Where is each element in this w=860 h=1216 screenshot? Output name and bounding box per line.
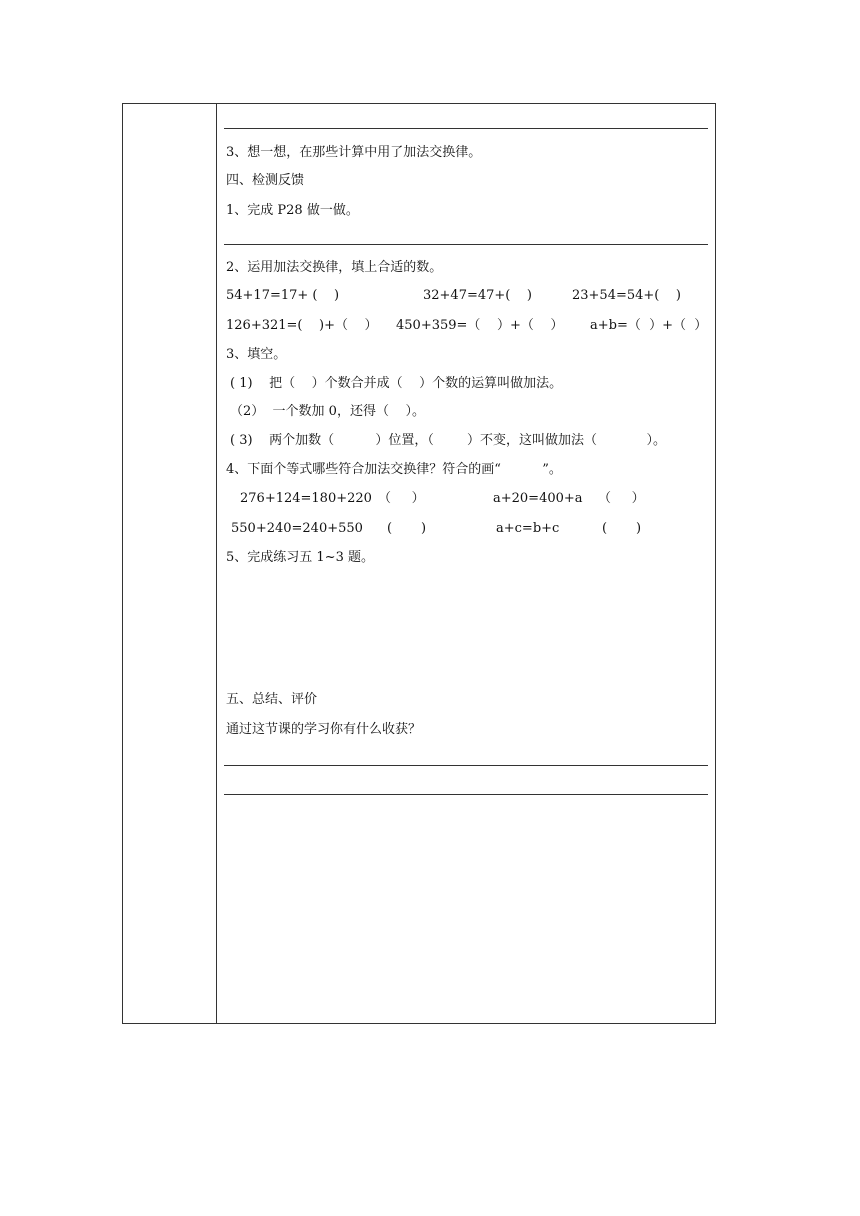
column-divider	[216, 103, 217, 1024]
fill-blank-3: ( 3) 两个加数（ ）位置，（ ）不变，这叫做加法（ ）。	[230, 433, 667, 448]
lesson-table	[122, 103, 716, 1024]
section-5-title: 五、总结、评价	[226, 692, 318, 707]
equation-4: 126+321=( )+（ ）	[226, 318, 378, 333]
think-question: 3、想一想，在那些计算中用了加法交换律。	[226, 145, 482, 160]
problem-3: 3、填空。	[226, 347, 287, 362]
check-box-1: （ ）	[378, 491, 425, 506]
check-equation-2: a+20=400+a	[493, 491, 583, 506]
check-box-3: ( )	[387, 521, 427, 536]
equation-5: 450+359=（ ）+（ ）	[396, 318, 564, 333]
check-box-2: （ ）	[598, 491, 645, 506]
answer-line-1	[224, 128, 708, 129]
problem-2: 2、运用加法交换律，填上合适的数。	[226, 260, 443, 275]
equation-1: 54+17=17+ ( )	[226, 288, 340, 303]
equation-6: a+b=（ ）+（ ）	[590, 318, 708, 333]
answer-line-3	[224, 765, 708, 766]
problem-5: 5、完成练习五 1~3 题。	[226, 550, 374, 565]
fill-blank-1: ( 1) 把（ ）个数合并成（ ）个数的运算叫做加法。	[230, 376, 563, 391]
equation-2: 32+47=47+( )	[423, 288, 532, 303]
section-4-title: 四、检测反馈	[226, 173, 305, 188]
equation-3: 23+54=54+( )	[572, 288, 681, 303]
fill-blank-2: （2） 一个数加 0，还得（ ）。	[230, 404, 425, 419]
problem-4: 4、下面个等式哪些符合加法交换律？符合的画“ ”。	[226, 462, 562, 477]
check-equation-1: 276+124=180+220	[240, 491, 372, 506]
check-equation-4: a+c=b+c	[496, 521, 560, 536]
answer-line-4	[224, 794, 708, 795]
problem-1: 1、完成 P28 做一做。	[226, 203, 359, 218]
summary-question: 通过这节课的学习你有什么收获？	[226, 722, 422, 737]
answer-line-2	[224, 244, 708, 245]
check-box-4: ( )	[602, 521, 642, 536]
check-equation-3: 550+240=240+550	[231, 521, 363, 536]
